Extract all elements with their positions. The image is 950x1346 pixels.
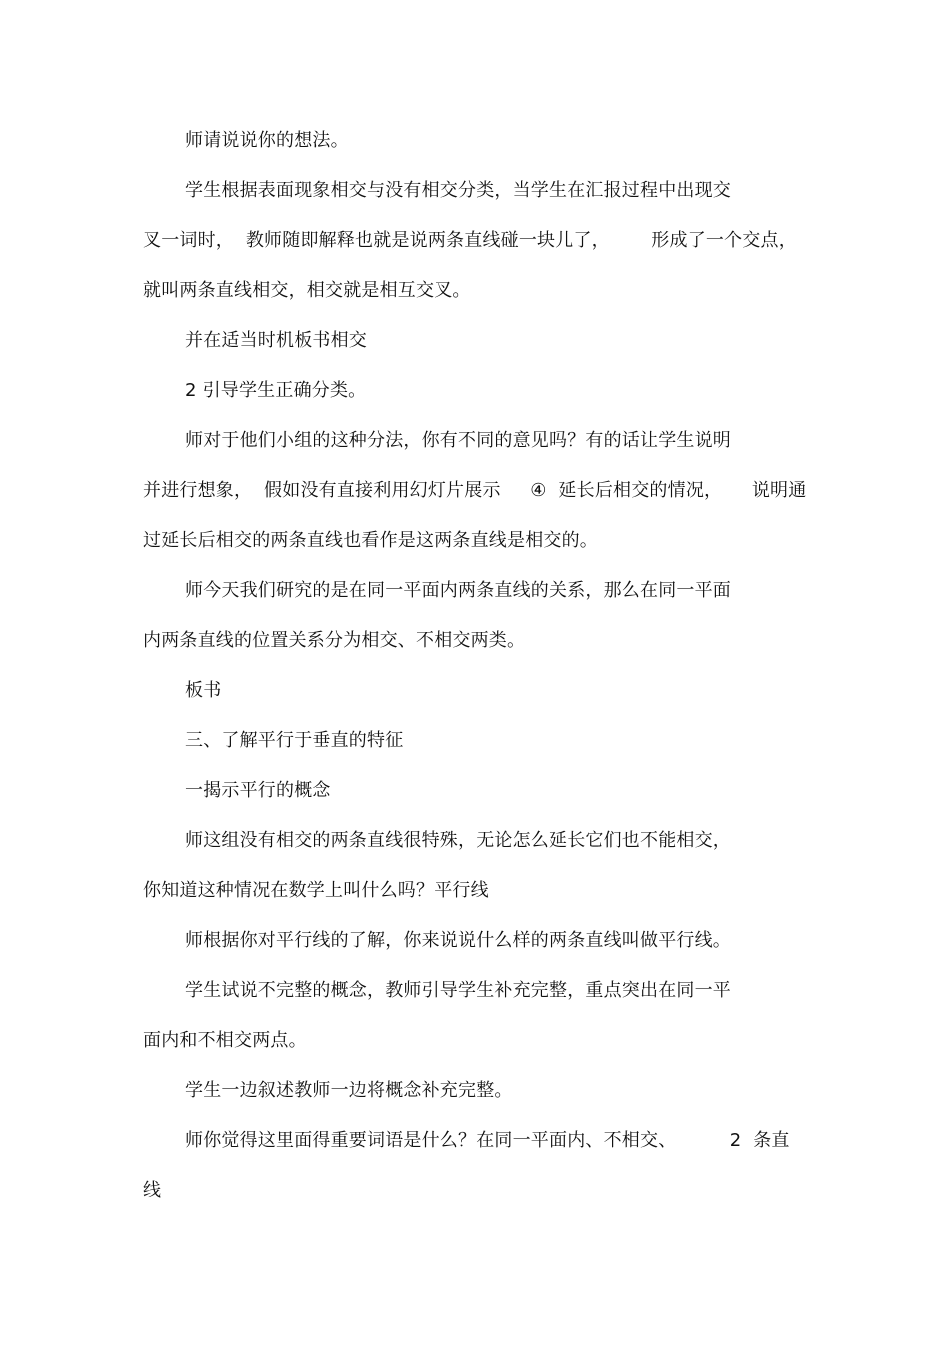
text-line: 2 引导学生正确分类。 — [185, 380, 367, 401]
text-line: 过延长后相交的两条直线也看作是这两条直线是相交的。 — [143, 530, 598, 551]
text-line: 师请说说你的想法。 — [185, 130, 349, 151]
text-line: 并在适当时机板书相交 — [185, 330, 367, 351]
text-line: 你知道这种情况在数学上叫什么吗？平行线 — [143, 880, 489, 901]
text-line: 学生根据表面现象相交与没有相交分类，当学生在汇报过程中出现交 — [185, 180, 731, 201]
subsection-heading: 一揭示平行的概念 — [185, 780, 331, 801]
text-line: 学生试说不完整的概念，教师引导学生补充完整，重点突出在同一平 — [185, 980, 731, 1001]
text-line: 板书 — [185, 680, 222, 701]
text-line: 师这组没有相交的两条直线很特殊，无论怎么延长它们也不能相交， — [185, 830, 731, 851]
text-line: 并进行想象， 假如没有直接利用幻灯片展示 ④ 延长后相交的情况， 说明通 — [143, 480, 807, 501]
text-line: 内两条直线的位置关系分为相交、不相交两类。 — [143, 630, 526, 651]
text-line: 师对于他们小组的这种分法，你有不同的意见吗？有的话让学生说明 — [185, 430, 731, 451]
text-line: 就叫两条直线相交，相交就是相互交叉。 — [143, 280, 471, 301]
text-line: 线 — [143, 1180, 162, 1201]
text-line: 师你觉得这里面得重要词语是什么？在同一平面内、不相交、 2 条直 — [185, 1130, 790, 1151]
text-line: 面内和不相交两点。 — [143, 1030, 307, 1051]
text-line: 叉一词时， 教师随即解释也就是说两条直线碰一块儿了， 形成了一个交点， — [143, 230, 797, 251]
text-line: 师今天我们研究的是在同一平面内两条直线的关系，那么在同一平面 — [185, 580, 731, 601]
text-line: 师根据你对平行线的了解，你来说说什么样的两条直线叫做平行线。 — [185, 930, 731, 951]
section-heading: 三、了解平行于垂直的特征 — [185, 730, 404, 751]
text-line: 学生一边叙述教师一边将概念补充完整。 — [185, 1080, 513, 1101]
